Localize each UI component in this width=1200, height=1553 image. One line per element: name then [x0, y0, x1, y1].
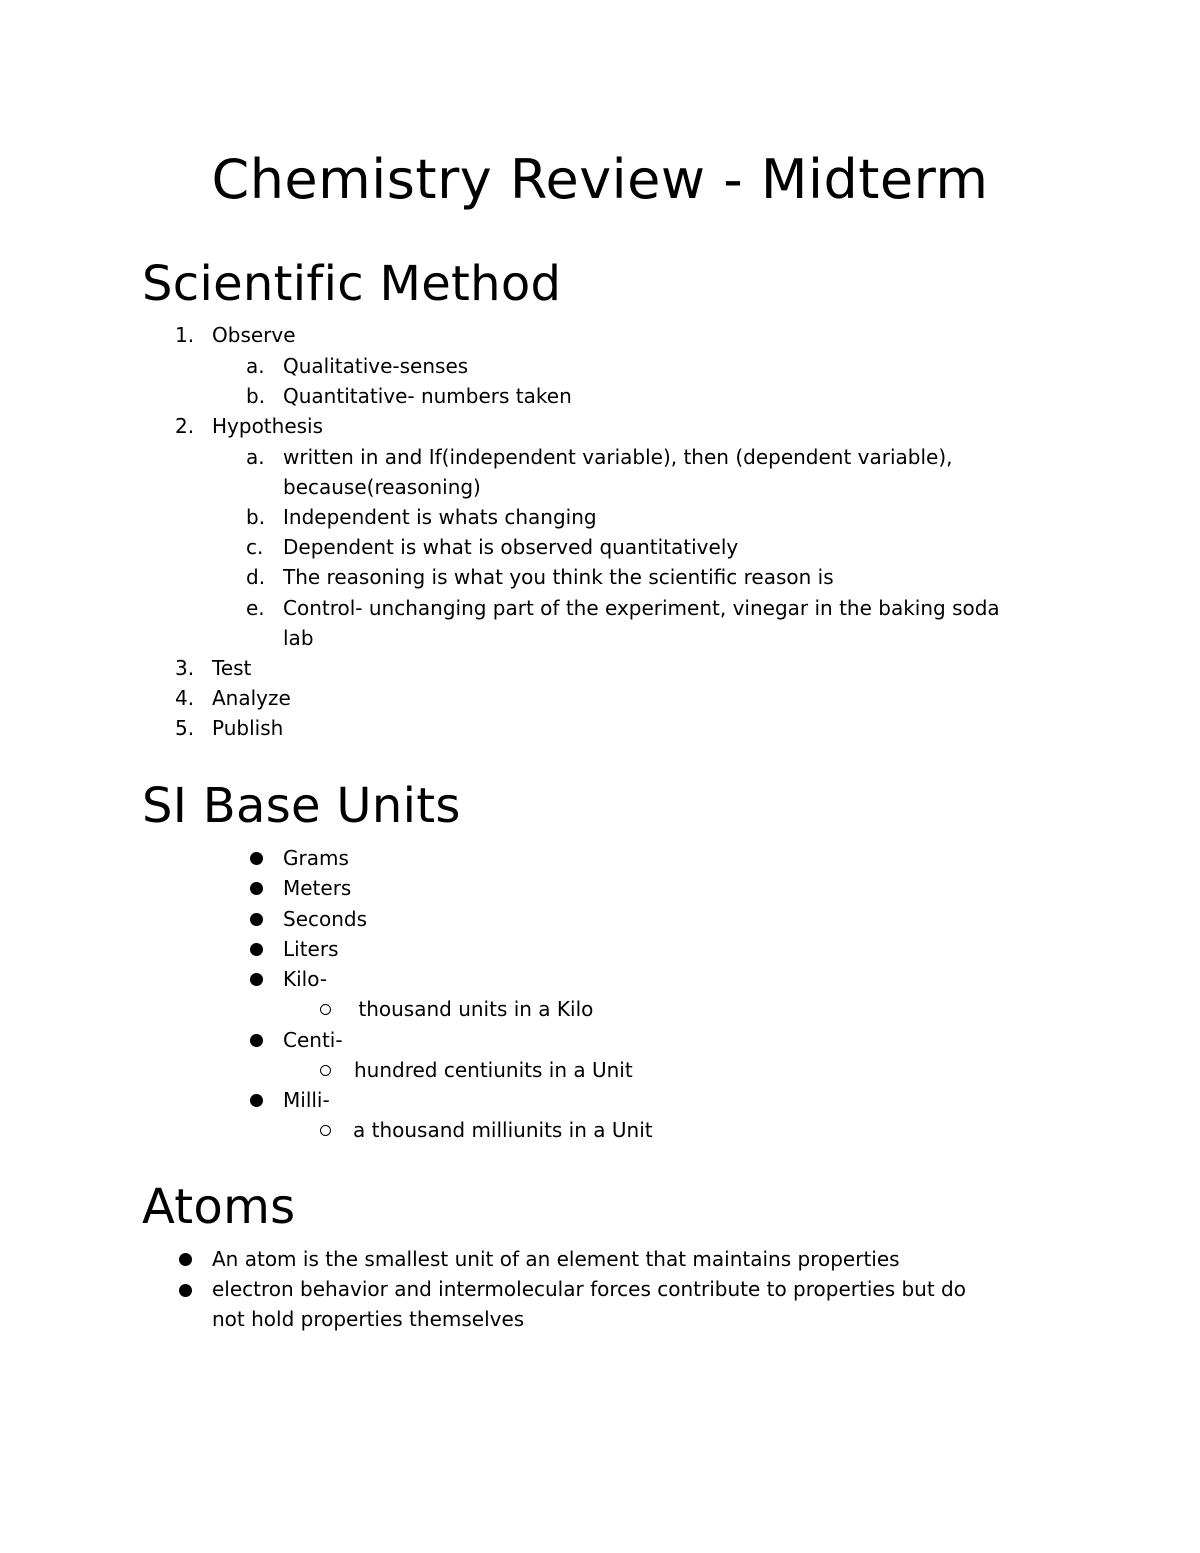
list-item-milli: Milli- — [283, 1088, 330, 1112]
list-item-liters: Liters — [283, 937, 339, 961]
sub-item: Qualitative-senses — [283, 354, 469, 378]
list-number: 1. — [175, 323, 195, 347]
list-letter: e. — [246, 596, 265, 620]
list-letter: b. — [246, 505, 266, 529]
list-item-meters: Meters — [283, 876, 352, 900]
bullet-icon — [250, 913, 263, 926]
heading-scientific-method: Scientific Method — [142, 256, 562, 312]
list-item-test: Test — [212, 656, 252, 680]
sub-item: Control- unchanging part of the experiment, vinegar in the baking soda — [283, 596, 1000, 620]
list-item-observe: Observe — [212, 323, 296, 347]
sub-item: The reasoning is what you think the scientific reason is — [283, 565, 834, 589]
list-number: 4. — [175, 686, 195, 710]
bullet-icon — [179, 1284, 192, 1297]
hollow-bullet-icon — [320, 1004, 331, 1015]
bullet-icon — [250, 1034, 263, 1047]
sub-item: written in and If(independent variable), then (dependent variable), — [283, 445, 953, 469]
list-item-grams: Grams — [283, 846, 349, 870]
list-letter: d. — [246, 565, 266, 589]
sub-item: Quantitative- numbers taken — [283, 384, 572, 408]
list-item-analyze: Analyze — [212, 686, 291, 710]
list-item-centi: Centi- — [283, 1028, 343, 1052]
list-item-seconds: Seconds — [283, 907, 368, 931]
list-number: 3. — [175, 656, 195, 680]
sub-item-continuation: because(reasoning) — [283, 475, 481, 499]
bullet-icon — [250, 1094, 263, 1107]
bullet-icon — [250, 852, 263, 865]
list-letter: a. — [246, 445, 265, 469]
list-letter: b. — [246, 384, 266, 408]
bullet-icon — [250, 943, 263, 956]
bullet-icon — [250, 973, 263, 986]
heading-atoms: Atoms — [142, 1179, 296, 1235]
list-item-publish: Publish — [212, 716, 284, 740]
sub-item-milli: a thousand milliunits in a Unit — [353, 1118, 653, 1142]
list-item-atom-definition: An atom is the smallest unit of an element that maintains properties — [212, 1247, 900, 1271]
list-item-kilo: Kilo- — [283, 967, 328, 991]
sub-item: Dependent is what is observed quantitatively — [283, 535, 739, 559]
heading-si-base-units: SI Base Units — [142, 778, 461, 834]
list-letter: c. — [246, 535, 264, 559]
hollow-bullet-icon — [320, 1125, 331, 1136]
list-item-electron-behavior: electron behavior and intermolecular forces contribute to properties but do — [212, 1277, 966, 1301]
sub-item-centi: hundred centiunits in a Unit — [354, 1058, 633, 1082]
list-letter: a. — [246, 354, 265, 378]
hollow-bullet-icon — [320, 1065, 331, 1076]
list-item-continuation: not hold properties themselves — [212, 1307, 525, 1331]
list-item-hypothesis: Hypothesis — [212, 414, 324, 438]
list-number: 5. — [175, 716, 195, 740]
bullet-icon — [179, 1253, 192, 1266]
document-title: Chemistry Review - Midterm — [211, 148, 989, 211]
bullet-icon — [250, 882, 263, 895]
sub-item-kilo: thousand units in a Kilo — [352, 997, 594, 1021]
sub-item: Independent is whats changing — [283, 505, 597, 529]
sub-item-continuation: lab — [283, 626, 314, 650]
list-number: 2. — [175, 414, 195, 438]
